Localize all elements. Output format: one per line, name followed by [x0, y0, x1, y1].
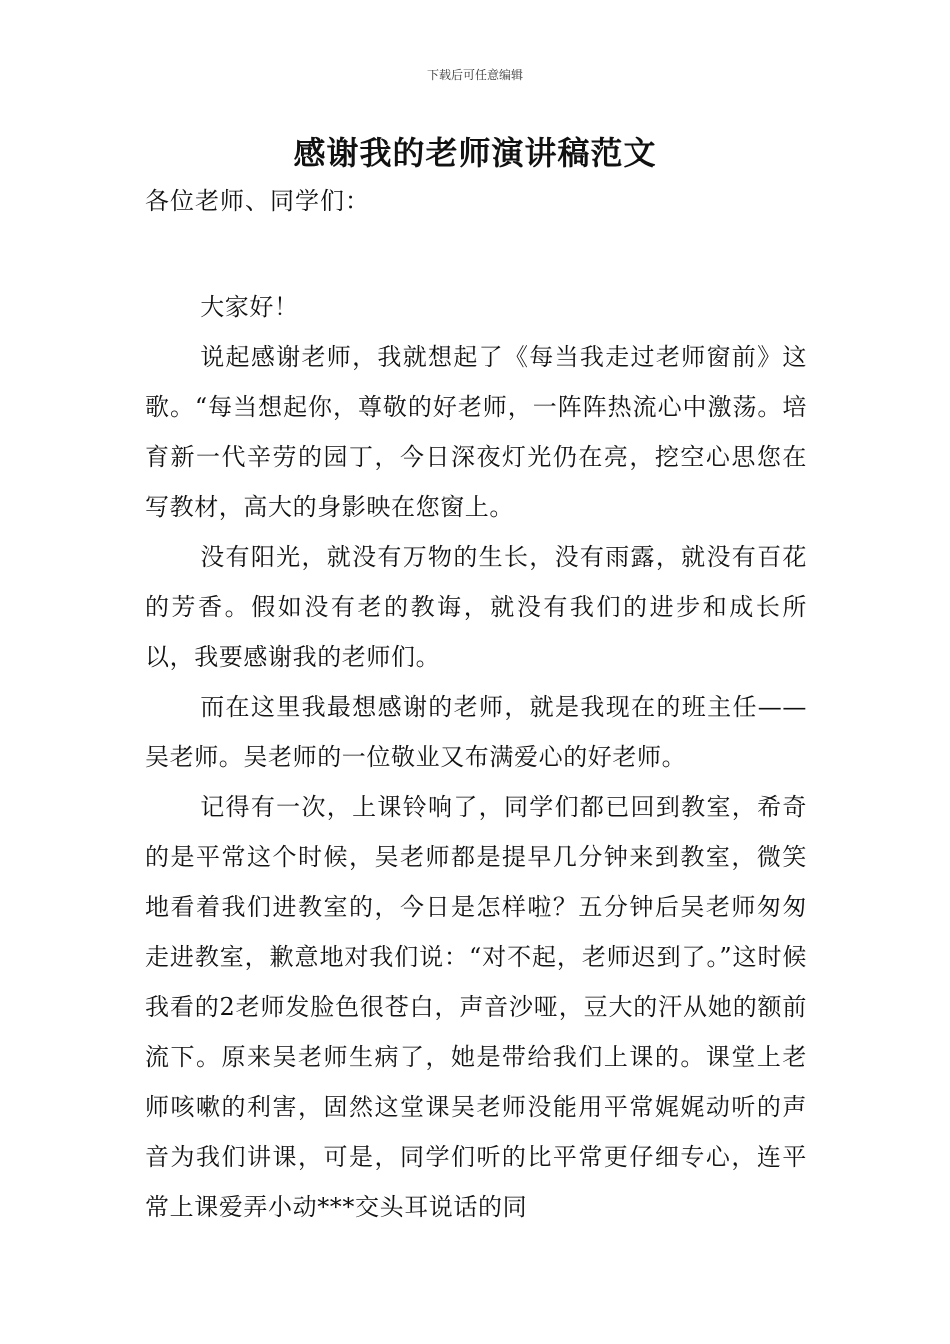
greeting-line: 各位老师、同学们：	[145, 187, 370, 215]
paragraph: 没有阳光，就没有万物的生长，没有雨露，就没有百花的芳香。假如没有老的教诲，就没有我们的进步和成长所以，我要感谢我的老师们。	[145, 543, 807, 671]
paragraph: 说起感谢老师，我就想起了《每当我走过老师窗前》这歌。“每当想起你，尊敬的好老师，一阵阵热流心中激荡。培育新一代辛劳的园丁，今日深夜灯光仍在亮，挖空心思您在写教材，高大的身影映在您窗上。	[145, 343, 807, 521]
paragraph: 而在这里我最想感谢的老师，就是我现在的班主任——吴老师。吴老师的一位敬业又布满爱心的好老师。	[145, 693, 807, 771]
paragraph: 记得有一次，上课铃响了，同学们都已回到教室，希奇的是平常这个时候，吴老师都是提早几分钟来到教室，微笑地看着我们进教室的，今日是怎样啦？五分钟后吴老师匆匆走进教室，歉意地对我们说：“对不起，老师迟到了。”这时候我看的2老师发脸色很苍白，声音沙哑，豆大的汗从她的额前流下。原来吴老师生病了，她是带给我们上课的。课堂上老师咳嗽的利害，固然这堂课吴老师没能用平常娓娓动听的声音为我们讲课，可是，同学们听的比平常更仔细专心，连平常上课爱弄小动***交头耳说话的同	[145, 793, 807, 1221]
paragraph-greeting: 大家好！	[200, 293, 299, 321]
header-note: 下载后可任意编辑	[426, 68, 523, 82]
document-title: 感谢我的老师演讲稿范文	[293, 134, 657, 172]
document-body	[145, 282, 807, 1232]
